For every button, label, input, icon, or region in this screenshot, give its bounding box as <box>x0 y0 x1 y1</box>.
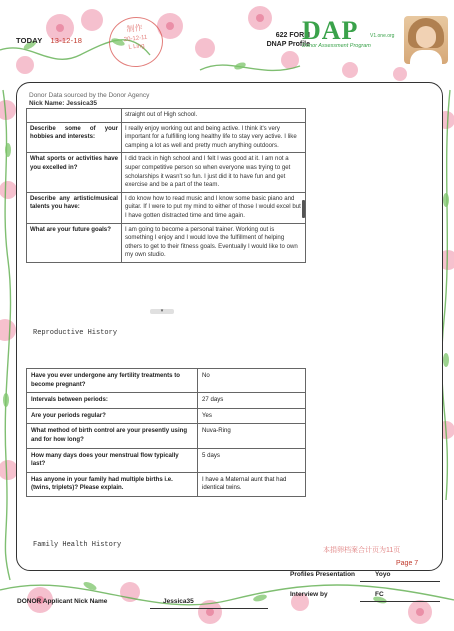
presentation-label: Profiles Presentation <box>290 571 356 578</box>
logo-sub: V1.one.org <box>370 33 395 39</box>
dap-logo <box>302 16 402 49</box>
answer-cell: Yes <box>198 408 306 424</box>
table-row <box>27 408 306 424</box>
presentation-underline <box>360 581 440 582</box>
question-cell: What sports or activities have you excelled in? <box>27 153 122 192</box>
page-number: Page 7 <box>396 560 419 567</box>
answer-cell: I have a Maternal aunt that had identical twins. <box>198 472 306 496</box>
table-row <box>27 223 306 262</box>
answer-cell: No <box>198 369 306 393</box>
answer-cell: straight out of High school. <box>122 109 306 123</box>
form-name: DNAP Profile <box>266 41 310 48</box>
logo-tagline: Donor Assessment Program <box>302 43 371 49</box>
question-cell: Intervals between periods: <box>27 393 198 409</box>
today-value: 13-12-18 <box>50 36 83 45</box>
answer-cell: 27 days <box>198 393 306 409</box>
table-row <box>27 122 306 153</box>
donor-photo <box>404 16 448 64</box>
nick-name-value: Jessica35 <box>66 100 97 107</box>
reproductive-history-heading: Reproductive History <box>33 329 118 337</box>
form-number: 622 FORM <box>275 32 310 39</box>
table-row <box>27 472 306 496</box>
question-cell <box>27 109 122 123</box>
family-health-history-heading: Family Health History <box>33 541 122 549</box>
stamp-line-2: 20-12-11 <box>123 34 148 44</box>
question-cell: Are your periods regular? <box>27 408 198 424</box>
question-cell: Describe some of your hobbies and interests: <box>27 122 122 153</box>
logo-text: DAP <box>302 16 359 45</box>
presentation-value: Yoyo <box>375 571 391 578</box>
today-label: TODAY <box>16 36 43 45</box>
qa-scroll-content <box>26 108 308 263</box>
question-cell: Has anyone in your family had multiple births i.e. (twins, triplets)? Please explain. <box>27 472 198 496</box>
question-cell: Describe any artistic/musical talents you have: <box>27 192 122 223</box>
answer-cell: I really enjoy working out and being active. I think it's very important for a fulfilling long healthy life to stay very active. I like camping a lot as well and pretty much anything outdoors. <box>122 122 306 153</box>
reproductive-table <box>26 368 306 497</box>
scroll-handle[interactable]: ▾ <box>150 309 174 314</box>
table-row <box>27 369 306 393</box>
qa-table <box>26 108 306 263</box>
interview-value: FC <box>375 591 384 598</box>
table-row <box>27 153 306 192</box>
donor-source-heading: Donor Data sourced by the Donor Agency <box>29 92 150 99</box>
question-cell: Have you ever undergone any fertility treatments to become pregnant? <box>27 369 198 393</box>
stamp-line-3: L Ling <box>128 43 145 51</box>
applicant-underline <box>150 608 268 609</box>
question-cell: How many days does your menstrual flow typically last? <box>27 448 198 472</box>
applicant-label: DONOR Applicant Nick Name <box>17 598 108 605</box>
applicant-value: Jessica35 <box>163 598 194 605</box>
form-title <box>230 31 310 49</box>
answer-cell: I am going to become a personal trainer. Working out is something I enjoy and I would love the fulfillment of helping others to get to their fitness goals. Eventually I would like to own my own studio. <box>122 223 306 262</box>
scrollbar-thumb[interactable] <box>302 200 305 218</box>
page-count-watermark: 本捐卵档案合计页为11页 <box>323 547 401 554</box>
nick-name-label: Nick Name: <box>29 100 65 107</box>
stamp-line-1: 制作 <box>126 23 144 34</box>
table-row <box>27 109 306 123</box>
interview-underline <box>360 601 440 602</box>
table-row <box>27 192 306 223</box>
answer-cell: I did track in high school and I felt I was good at it. I am not a super competitive person so when everyone was trying to get scholarships it wasn't so fun. I just did it to have fun and get exercise and be a part of the team. <box>122 153 306 192</box>
table-row <box>27 424 306 448</box>
question-cell: What are your future goals? <box>27 223 122 262</box>
question-cell: What method of birth control are your presently using and for how long? <box>27 424 198 448</box>
interview-label: Interview by <box>290 591 328 598</box>
table-row <box>27 448 306 472</box>
answer-cell: Nuva-Ring <box>198 424 306 448</box>
answer-cell: 5 days <box>198 448 306 472</box>
table-row <box>27 393 306 409</box>
today-date <box>16 36 82 45</box>
answer-cell: I do know how to read music and I know some basic piano and guitar. If I were to put my mind to either of those I would excel but I have gotten distracted time and time again. <box>122 192 306 223</box>
